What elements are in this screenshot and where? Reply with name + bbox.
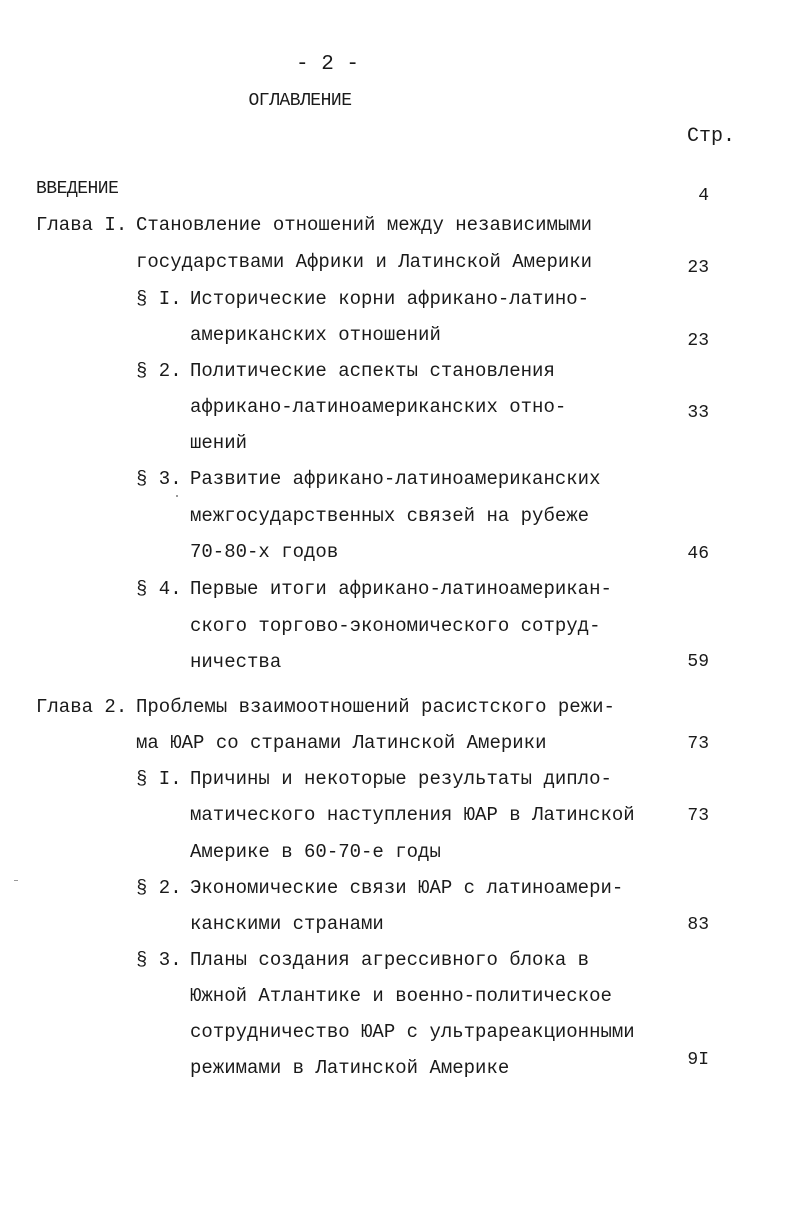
section-1-3-page: 46: [687, 544, 709, 564]
section-2-3-title-line: Южной Атлантике и военно-политическое: [190, 985, 612, 1007]
section-2-3-title-line: режимами в Латинской Америке: [190, 1057, 510, 1079]
section-2-1-page: 73: [687, 806, 709, 826]
section-2-3-page: 9I: [687, 1050, 709, 1070]
section-1-3-title-line: Развитие африкано-латиноамериканских: [190, 468, 601, 490]
section-1-3-title-line: межгосударственных связей на рубеже: [190, 505, 590, 527]
chapter-1-title-line: Становление отношений между независимыми: [136, 214, 593, 236]
section-1-4-label: § 4.: [136, 578, 182, 600]
chapter-2-title-line: ма ЮАР со странами Латинской Америки: [136, 732, 547, 754]
section-2-2-title-line: канскими странами: [190, 913, 384, 935]
section-1-1-title-line: Исторические корни африкано-латино-: [190, 288, 590, 310]
margin-mark: [14, 880, 18, 881]
section-2-2-title-line: Экономические связи ЮАР с латиноамери-: [190, 877, 624, 899]
ink-speck: [176, 495, 178, 497]
section-1-4-title-line: Первые итоги африкано-латиноамерикан-: [190, 578, 612, 600]
toc-title: ОГЛАВЛЕНИЕ: [248, 91, 352, 111]
section-1-3-label: § 3.: [136, 468, 182, 490]
section-2-3-label: § 3.: [136, 949, 182, 971]
section-1-1-label: § I.: [136, 288, 182, 310]
section-2-1-title-line: Причины и некоторые результаты дипло-: [190, 768, 612, 790]
section-1-4-title-line: ского торгово-экономического сотруд-: [190, 615, 601, 637]
section-1-2-title-line: африкано-латиноамериканских отно-: [190, 396, 567, 418]
section-1-4-page: 59: [687, 652, 709, 672]
section-2-3-title-line: сотрудничество ЮАР с ультрареакционными: [190, 1021, 635, 1043]
chapter-1-page: 23: [687, 258, 709, 278]
section-2-2-page: 83: [687, 915, 709, 935]
section-1-1-title-line: американских отношений: [190, 324, 441, 346]
chapter-2-title-line: Проблемы взаимоотношений расистского режи-: [136, 696, 615, 718]
page-column-header: Стр.: [687, 125, 736, 148]
page-number: - 2 -: [295, 53, 359, 76]
section-1-2-title-line: Политические аспекты становления: [190, 360, 555, 382]
section-1-4-title-line: ничества: [190, 651, 282, 673]
chapter-2-label: Глава 2.: [36, 696, 128, 718]
section-1-3-title-line: 70-80-х годов: [190, 541, 339, 563]
chapter-1-label: Глава I.: [36, 214, 128, 236]
chapter-1-title-line: государствами Африки и Латинской Америки: [136, 251, 593, 273]
intro-label: ВВЕДЕНИЕ: [36, 179, 119, 199]
intro-page: 4: [698, 186, 709, 206]
section-2-1-title-line: матического наступления ЮАР в Латинской: [190, 804, 635, 826]
chapter-2-page: 73: [687, 734, 709, 754]
section-2-2-label: § 2.: [136, 877, 182, 899]
section-1-2-title-line: шений: [190, 432, 248, 454]
section-1-2-page: 33: [687, 403, 709, 423]
section-2-1-label: § I.: [136, 768, 182, 790]
section-1-2-label: § 2.: [136, 360, 182, 382]
section-1-1-page: 23: [687, 331, 709, 351]
section-2-1-title-line: Америке в 60-70-е годы: [190, 841, 441, 863]
section-2-3-title-line: Планы создания агрессивного блока в: [190, 949, 590, 971]
